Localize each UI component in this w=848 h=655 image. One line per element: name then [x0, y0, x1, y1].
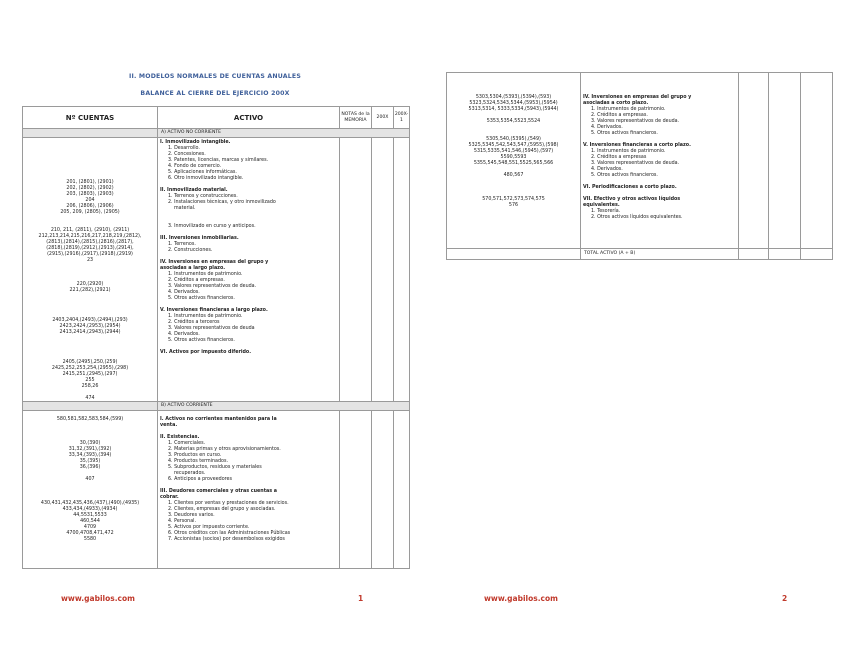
asset-item: 5. Otros activos financieros.	[168, 296, 235, 301]
header-prev-year: 200X-1	[394, 107, 410, 129]
asset-item: 4. Fondo de comercio.	[168, 164, 222, 169]
asset-group-title: equivalentes.	[583, 203, 620, 208]
account-code-line: 204	[85, 198, 95, 203]
accounts-corriente	[23, 411, 158, 569]
asset-item: 3. Valores representativos de deuda.	[591, 119, 680, 124]
account-code-line: 2423,2424,(2953),(2954)	[59, 324, 121, 329]
asset-item: 4. Derivados.	[591, 125, 623, 130]
account-code-line: 220,(2920)	[76, 282, 104, 287]
asset-item: 2. Concesiones.	[168, 152, 206, 157]
asset-item: 3. Deudores varios.	[168, 513, 215, 518]
asset-item: 5. Subproductos, residuos y materiales	[168, 465, 262, 470]
account-code-line: 4709	[83, 525, 97, 530]
asset-group-title: venta.	[160, 423, 178, 428]
asset-item: 5. Otros activos financieros.	[591, 173, 658, 178]
account-code-line: 5325,5345,542,543,547,(5955),(598)	[468, 143, 559, 148]
asset-item: 2. Créditos a empresas.	[168, 278, 225, 283]
asset-item: 3. Inmovilizado en curso y anticipos.	[168, 224, 256, 229]
asset-item: 1. Clientes por ventas y prestaciones de servicios.	[168, 501, 289, 506]
footer-url-2[interactable]: www.gabilos.com	[484, 594, 558, 603]
asset-group-title: VI. Periodificaciones a corto plazo.	[583, 185, 677, 190]
section-activo-no-corriente: A) ACTIVO NO CORRIENTE	[158, 129, 410, 138]
asset-item: 4. Personal.	[168, 519, 197, 524]
asset-item: 6. Otros créditos con las Administraciones Públicas	[168, 531, 291, 536]
accounts-no-corriente	[23, 138, 158, 402]
asset-item: 1. Tesorería.	[591, 209, 621, 214]
asset-item: 2. Materias primas y otros aprovisionamientos.	[168, 447, 281, 452]
asset-group-title: III. Inversiones inmobiliarias.	[160, 236, 239, 241]
header-year: 200X	[372, 107, 394, 129]
account-code-line: 2403,2404,(2493),(2494),(293)	[52, 318, 128, 323]
account-code-line: 5580	[83, 537, 97, 542]
accounts-corriente-cont	[447, 73, 581, 249]
total-activo-label: TOTAL ACTIVO (A + B)	[581, 249, 739, 260]
account-code-line: 580,581,582,583,584,(599)	[56, 417, 124, 422]
account-code-line: 433,434,(4933),(4934)	[62, 507, 118, 512]
account-code-line: 36,(396)	[79, 465, 101, 470]
account-code-line: 5590,5593	[500, 155, 527, 160]
asset-item: 1. Instrumentos de patrimonio.	[591, 107, 666, 112]
asset-group-title: I. Activos no corrientes mantenidos para la	[160, 417, 277, 422]
asset-item: 4. Productos terminados.	[168, 459, 228, 464]
account-code-line: 205, 209, (2805), (2905)	[60, 210, 120, 215]
account-code-line: 570,571,572,573,574,575	[482, 197, 545, 202]
asset-item: 3. Valores representativos de deuda.	[168, 284, 257, 289]
account-code-line: (2818),(2819),(2912),(2913),(2914),	[46, 246, 134, 251]
asset-item: 1. Comerciales.	[168, 441, 206, 446]
asset-group-title: asociadas a corto plazo.	[583, 101, 649, 106]
account-code-line: 5303,5304,(5393),(5394),(593)	[475, 95, 552, 100]
footer-page-number: 1	[358, 594, 364, 603]
account-code-line: 5315,5335,541,546,(5945),(597)	[473, 149, 554, 154]
asset-group-title: III. Deudores comerciales y otras cuentas a	[160, 489, 278, 494]
account-code-line: 31,32,(391),(392)	[68, 447, 112, 452]
asset-item: 5. Otros activos financieros.	[591, 131, 658, 136]
asset-item: 2. Créditos a empresas.	[591, 113, 648, 118]
asset-group-title: V. Inversiones financieras a largo plazo.	[160, 308, 268, 313]
asset-item: 1. Instrumentos de patrimonio.	[168, 272, 243, 277]
account-code-line: 202, (2802), (2902)	[66, 186, 114, 191]
asset-item: 2. Construcciones.	[168, 248, 213, 253]
asset-group-title: cobrar.	[160, 495, 179, 500]
asset-item: 7. Accionistas (socios) por desembolsos exigidos	[168, 537, 285, 542]
account-code-line: 221,(282),(2921)	[69, 288, 111, 293]
asset-group-title: VI. Activos por impuesto diferido.	[160, 350, 252, 355]
asset-item: 3. Productos en curso.	[168, 453, 222, 458]
asset-group-title: IV. Inversiones en empresas del grupo y	[160, 260, 269, 265]
asset-item: 2. Créditos a empresas	[591, 155, 647, 160]
account-code-line: 2413,2414,(2943),(2944)	[59, 330, 121, 335]
asset-group-title: IV. Inversiones en empresas del grupo y	[583, 95, 692, 100]
account-code-line: 255	[85, 378, 95, 383]
account-code-line: 460,544	[80, 519, 100, 524]
balance-title: BALANCE AL CIERRE DEL EJERCICIO 200X	[140, 90, 290, 97]
section-activo-corriente: B) ACTIVO CORRIENTE	[158, 402, 410, 411]
asset-item: 6. Anticipos a proveedores	[168, 477, 232, 482]
asset-item: 3. Valores representativos de deuda	[168, 326, 255, 331]
account-code-line: 5323,5324,5343,5344,(5953),(5954)	[469, 101, 558, 106]
account-code-line: (2813),(2814),(2815),(2816),(2817),	[46, 240, 134, 245]
account-code-line: 5355,545,548,551,5525,565,566	[473, 161, 554, 166]
account-code-line: 407	[85, 477, 95, 482]
asset-item: 1. Instrumentos de patrimonio.	[591, 149, 666, 154]
account-code-line: 206, (2806), (2906)	[66, 204, 114, 209]
asset-item: 4. Derivados.	[168, 290, 200, 295]
asset-item: 3. Patentes, licencias, marcas y similares.	[168, 158, 269, 163]
items-corriente	[158, 411, 340, 569]
asset-item: recuperados.	[174, 471, 206, 476]
asset-group-title: V. Inversiones financieras a corto plazo.	[583, 143, 691, 148]
asset-item: 2. Instalaciones técnicas, y otro inmovilizado	[168, 200, 276, 205]
asset-group-title: asociadas a largo plazo.	[160, 266, 226, 271]
account-code-line: 2415,251,(2945),(297)	[62, 372, 118, 377]
asset-item: 2. Créditos a terceros	[168, 320, 220, 325]
asset-item: 1. Terrenos y construcciones.	[168, 194, 238, 199]
asset-item: 6. Otro inmovilizado intangible.	[168, 176, 244, 181]
asset-group-title: I. Inmovilizado intangible.	[160, 140, 231, 145]
asset-item: 3. Valores representativos de deuda.	[591, 161, 680, 166]
account-code-line: 212,213,214,215,216,217,218,219,(2812),	[38, 234, 142, 239]
balance-table-page2	[446, 72, 833, 260]
asset-group-title: II. Existencias.	[160, 435, 200, 440]
account-code-line: 4700,4708,471,472	[66, 531, 114, 536]
asset-item: 4. Derivados.	[591, 167, 623, 172]
account-code-line: 480,567	[503, 173, 524, 178]
account-code-line: 201, (2801), (2901)	[66, 180, 114, 185]
asset-item: 4. Derivados.	[168, 332, 200, 337]
asset-item: 1. Instrumentos de patrimonio.	[168, 314, 243, 319]
account-code-line: 430,431,432,435,436,(437),(490),(4935)	[40, 501, 140, 506]
account-code-line: 2425,252,253,254,(2955),(298)	[51, 366, 129, 371]
asset-item: 1. Desarrollo.	[168, 146, 200, 151]
account-code-line: 5353,5354,5523,5524	[486, 119, 541, 124]
footer-url[interactable]: www.gabilos.com	[61, 594, 135, 603]
asset-item: material.	[174, 206, 196, 211]
account-code-line: 35,(395)	[79, 459, 101, 464]
account-code-line: 5305,540,(5395),(549)	[486, 137, 541, 142]
asset-item: 5. Activos por impuesto corriente.	[168, 525, 250, 530]
account-code-line: 203, (2803), (2903)	[66, 192, 114, 197]
account-code-line: 258,26	[81, 384, 99, 389]
items-no-corriente	[158, 138, 340, 402]
account-code-line: 44,5531,5533	[73, 513, 107, 518]
asset-item: 1. Terrenos.	[168, 242, 196, 247]
account-code-line: 474	[85, 396, 95, 401]
items-corriente-cont	[581, 73, 739, 249]
account-code-line: 33,34,(393),(394)	[68, 453, 112, 458]
account-code-line: 576	[508, 203, 519, 208]
header-notas: NOTAS de la MEMORIA	[340, 107, 372, 129]
doc-title: II. MODELOS NORMALES DE CUENTAS ANUALES	[128, 73, 302, 80]
asset-group-title: VII. Efectivo y otros activos líquidos	[583, 197, 681, 202]
account-code-line: (2915),(2916),(2917),(2918),(2919)	[47, 252, 133, 257]
header-cuentas: Nº CUENTAS	[23, 107, 158, 129]
asset-item: 2. Clientes, empresas del grupo y asociadas.	[168, 507, 276, 512]
asset-group-title: II. Inmovilizado material.	[160, 188, 228, 193]
account-code-line: 2405,(2495),250,(259)	[62, 360, 118, 365]
account-code-line: 5313,5314, 5333,5334,(5943),(5944)	[468, 107, 559, 112]
asset-item: 5. Aplicaciones informáticas.	[168, 170, 237, 175]
balance-table-page1	[22, 106, 410, 569]
footer-page-number-2: 2	[782, 594, 788, 603]
account-code-line: 23	[86, 258, 94, 263]
asset-item: 5. Otros activos financieros.	[168, 338, 235, 343]
account-code-line: 210, 211, (2811), (2910), (2911)	[50, 228, 130, 233]
asset-item: 2. Otros activos líquidos equivalentes.	[591, 215, 683, 220]
header-activo: ACTIVO	[158, 107, 340, 129]
account-code-line: 30,(390)	[79, 441, 101, 446]
